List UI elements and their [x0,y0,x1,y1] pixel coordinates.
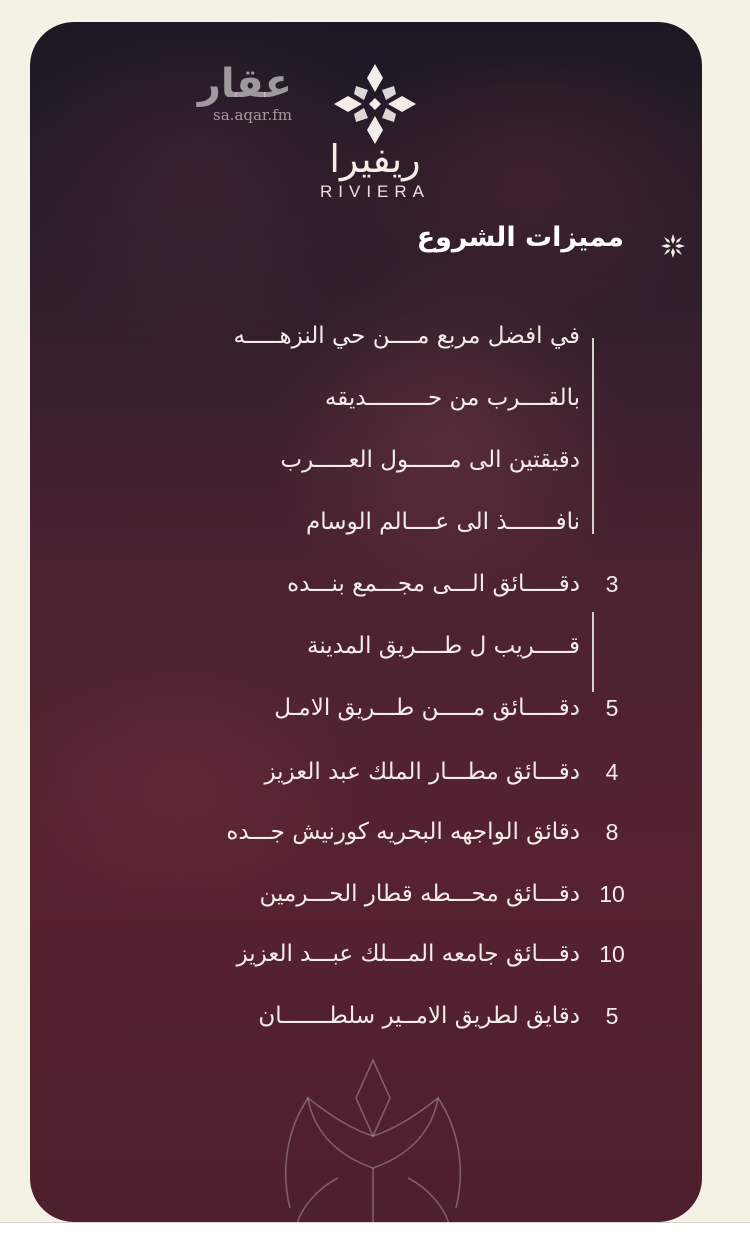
feature-text: دقايق لطريق الامــير سلطـــــــان [258,1003,580,1029]
brand-name-arabic: ريفيرا [329,137,421,181]
feature-item [150,812,670,852]
watermark-name: عقار [197,61,292,107]
feature-number: 8 [605,819,619,845]
feature-text: دقـــــائق مـــــن طـــريق الامـل [274,695,580,721]
feature-item [150,752,670,792]
feature-item [150,378,670,418]
feature-item [150,440,670,480]
feature-item [150,316,670,356]
feature-text: دقـــائق مطـــار الملك عبد العزيز [264,759,580,785]
section-heading: مميزات الشروع [416,222,624,253]
aqar-watermark [180,62,292,124]
feature-text: نافـــــــذ الى عــــالم الوسام [306,509,580,535]
diamond-flower-logo-icon [330,62,420,146]
feature-text: دقائق الواجهه البحريه كورنيش جـــده [226,819,580,845]
feature-item [150,688,670,728]
feature-text: قـــــريب ل طــــريق المدينة [307,633,580,659]
feature-text: في افضل مربع مــــن حي النزهـــــه [233,323,580,349]
feature-text: دقيقتين الى مــــــول العـــــرب [280,447,580,473]
feature-number: 4 [605,759,619,785]
watermark-url: sa.aqar.fm [213,106,292,124]
feature-text: بالقــــرب من حـــــــــديقه [324,385,580,411]
arrow-ornament-icon [278,1058,548,1222]
feature-text: دقـــائق جامعه المـــلك عبـــد العزيز [236,941,580,967]
brand-name-english: RIVIERA [319,182,431,201]
snowflake-bullet-icon [660,233,686,259]
page-bottom-edge [0,1222,750,1257]
brochure-card [30,22,702,1222]
feature-number: 10 [599,941,625,967]
feature-item [150,502,670,542]
feature-text: دقـــــائق الـــى مجـــمع بنـــده [287,571,580,597]
feature-item [150,996,670,1036]
feature-number: 3 [605,571,619,597]
feature-number: 10 [599,881,625,907]
feature-number: 5 [605,695,619,721]
feature-text: دقـــائق محـــطه قطار الحـــرمين [259,881,580,907]
feature-item [150,564,670,604]
feature-number: 5 [605,1003,619,1029]
feature-item [150,934,670,974]
feature-item [150,874,670,914]
feature-item [150,626,670,666]
